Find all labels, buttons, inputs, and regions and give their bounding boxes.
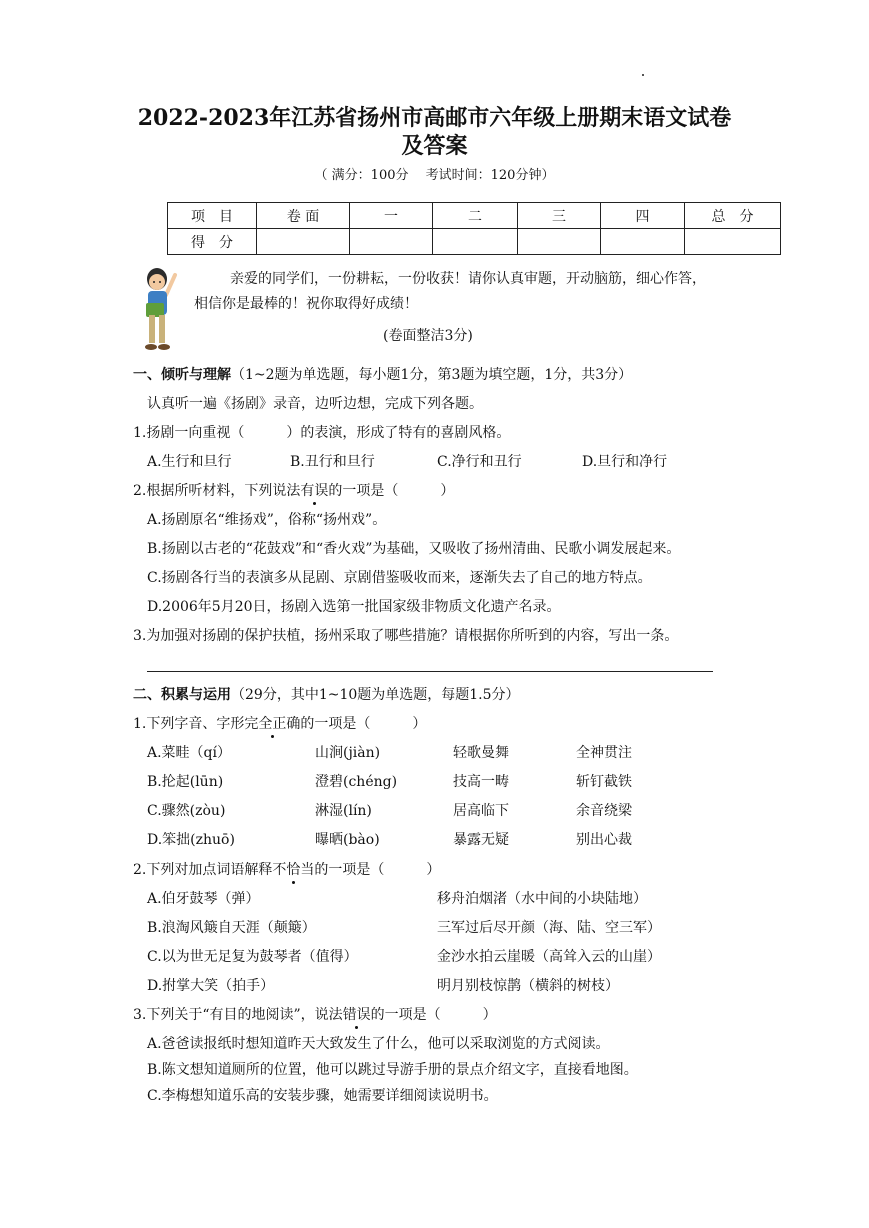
s2-q1-stem: 1.下列字音、字形 — [133, 716, 245, 732]
s2-q1-row-a-col2: 山涧(jiàn) — [315, 745, 381, 761]
s2-q1-row-d-col1[interactable]: D.笨拙(zhuō) — [147, 832, 235, 848]
s2-question3 — [133, 1005, 497, 1025]
neatness-note: (卷面整洁3分) — [383, 328, 473, 344]
score-cell-blank[interactable] — [601, 229, 685, 255]
score-cell-blank[interactable] — [518, 229, 601, 255]
s1-question2 — [133, 481, 454, 501]
score-cell-blank[interactable] — [257, 229, 350, 255]
score-row-label: 得 分 — [168, 229, 257, 255]
s2-q1-row-b-col2: 澄碧(chéng) — [315, 774, 398, 790]
s2-q2-row-b-left[interactable]: B.浪淘风簸自天涯（颠簸） — [147, 920, 316, 936]
score-table — [167, 202, 781, 255]
section2-header — [133, 685, 520, 705]
score-header-cell: 一 — [350, 203, 433, 229]
section2-note: （29分，其中1~10题为单选题，每题1.5分） — [231, 687, 520, 703]
s2-q1-row-c-col3: 居高临下 — [453, 803, 509, 819]
section1-note: （1~2题为单选题，每小题1分，第3题为填空题，1分，共3分） — [231, 367, 633, 383]
score-cell-blank[interactable] — [350, 229, 433, 255]
greeting-line1: 亲爱的同学们，一份耕耘，一份收获！请你认真审题，开动脑筋，细心作答， — [230, 271, 706, 287]
s2-q1-row-c-col2: 淋湿(lín) — [315, 803, 372, 819]
s2-q2-row-b-right: 三军过后尽开颜（海、陆、空三军） — [437, 920, 661, 936]
s1-q2-option-b[interactable]: B.扬剧以古老的“花鼓戏”和“香火戏”为基础，又吸收了扬州清曲、民歌小调发展起来。 — [147, 541, 681, 557]
score-header-cell: 总 分 — [685, 203, 781, 229]
s1-q1-option-b[interactable]: B.丑行和旦行 — [290, 454, 375, 470]
s2-q3-option-a[interactable]: A.爸爸读报纸时想知道昨天大致发生了什么，他可以采取浏览的方式阅读。 — [147, 1036, 610, 1052]
s2-q1-emphasis: 完全正确 — [244, 716, 301, 732]
s2-q1-row-c-col4: 余音绕梁 — [576, 803, 632, 819]
s2-q3-emphasis: 错误 — [342, 1007, 371, 1023]
score-header-cell: 二 — [433, 203, 518, 229]
s2-q3-tail: 的一项是（ ） — [370, 1007, 497, 1023]
s1-q2-option-c[interactable]: C.扬剧各行当的表演多从昆剧、京剧借鉴吸收而来，逐渐失去了自己的地方特点。 — [147, 570, 652, 586]
s1-question3: 3.为加强对扬剧的保护扶植，扬州采取了哪些措施？请根据你所听到的内容，写出一条。 — [133, 628, 679, 644]
exam-title-line2: 及答案 — [401, 133, 468, 159]
score-cell-blank[interactable] — [433, 229, 518, 255]
s1-q2-option-a[interactable]: A.扬剧原名“维扬戏”，俗称“扬州戏”。 — [147, 512, 387, 528]
score-header-cell: 卷 面 — [257, 203, 350, 229]
score-table-header-row — [168, 203, 781, 229]
s2-q1-row-c-col1[interactable]: C.骤然(zòu) — [147, 803, 226, 819]
section2-heading: 二、积累与运用 — [133, 687, 231, 703]
s2-q3-option-c[interactable]: C.李梅想知道乐高的安装步骤，她需要详细阅读说明书。 — [147, 1088, 498, 1104]
s2-q1-row-d-col2: 曝晒(bào) — [315, 832, 380, 848]
s2-q1-row-d-col3: 暴露无疑 — [453, 832, 509, 848]
s1-q2-tail: 的一项是（ ） — [328, 483, 455, 499]
score-header-cell: 三 — [518, 203, 601, 229]
exam-title-line1: 2022-2023年江苏省扬州市高邮市六年级上册期末语文试卷 — [137, 105, 732, 131]
s2-q1-row-a-col3: 轻歌曼舞 — [453, 745, 509, 761]
score-header-cell: 项 目 — [168, 203, 257, 229]
score-cell-blank[interactable] — [685, 229, 781, 255]
page-speck — [642, 74, 644, 76]
s2-q2-row-d-left[interactable]: D.拊掌大笑（拍手） — [147, 978, 275, 994]
s2-q1-row-a-col1[interactable]: A.菜畦（qí） — [147, 745, 231, 761]
s2-q3-stem: 3.下列关于“有目的地阅读”，说法 — [133, 1007, 343, 1023]
section1-intro: 认真听一遍《扬剧》录音，边听边想，完成下列各题。 — [147, 396, 483, 412]
s2-q2-stem: 2.下列对加点词语解释 — [133, 862, 273, 878]
s2-q2-row-c-left[interactable]: C.以为世无足复为鼓琴者（值得） — [147, 949, 358, 965]
section1-header — [133, 365, 632, 385]
score-header-cell: 四 — [601, 203, 685, 229]
s2-question2 — [133, 860, 440, 880]
s2-q1-row-b-col1[interactable]: B.抡起(lūn) — [147, 774, 224, 790]
s2-q1-row-b-col4: 斩钉截铁 — [576, 774, 632, 790]
section1-heading: 一、倾听与理解 — [133, 367, 231, 383]
answer-line[interactable] — [147, 671, 713, 672]
s2-q2-emphasis: 不恰当 — [272, 862, 315, 878]
s2-q1-tail: 的一项是（ ） — [300, 716, 427, 732]
s2-q1-row-d-col4: 别出心裁 — [576, 832, 632, 848]
s2-q2-row-d-right: 明月别枝惊鹊（横斜的树枝） — [437, 978, 619, 994]
s2-q1-row-a-col4: 全神贯注 — [576, 745, 632, 761]
s1-q1-option-a[interactable]: A.生行和旦行 — [147, 454, 232, 470]
cartoon-boy-illustration — [137, 265, 183, 357]
s2-q2-row-a-right: 移舟泊烟渚（水中间的小块陆地） — [437, 891, 647, 907]
s1-question1: 1.扬剧一向重视（ ）的表演，形成了特有的喜剧风格。 — [133, 425, 511, 441]
score-table-score-row — [168, 229, 781, 255]
s2-q1-row-b-col3: 技高一畴 — [453, 774, 509, 790]
s2-q2-tail: 的一项是（ ） — [314, 862, 441, 878]
s2-question1 — [133, 714, 426, 734]
s2-q2-row-a-left[interactable]: A.伯牙鼓琴（弹） — [147, 891, 260, 907]
s1-q2-option-d[interactable]: D.2006年5月20日，扬剧入选第一批国家级非物质文化遗产名录。 — [147, 599, 561, 615]
s1-q2-stem: 2.根据所听材料，下列说法 — [133, 483, 301, 499]
greeting-line2: 相信你是最棒的！祝你取得好成绩！ — [194, 296, 418, 312]
s2-q3-option-b[interactable]: B.陈文想知道厕所的位置，他可以跳过导游手册的景点介绍文字，直接看地图。 — [147, 1062, 638, 1078]
s1-q1-option-c[interactable]: C.净行和丑行 — [437, 454, 522, 470]
s2-q2-row-c-right: 金沙水拍云崖暖（高耸入云的山崖） — [437, 949, 661, 965]
s1-q1-option-d[interactable]: D.旦行和净行 — [582, 454, 668, 470]
s1-q2-emphasis: 有误 — [300, 483, 329, 499]
exam-subtitle: （ 满分：100分 考试时间：120分钟） — [314, 168, 555, 183]
